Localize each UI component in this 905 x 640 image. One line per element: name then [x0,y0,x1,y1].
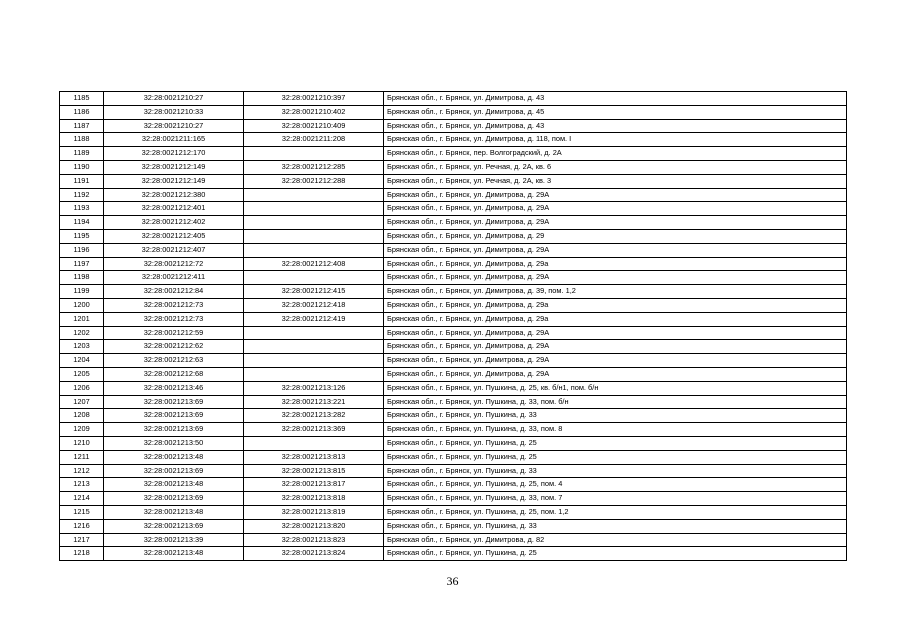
land-cadastral-number-cell: 32:28:0021212:84 [104,285,244,299]
address-cell: Брянская обл., г. Брянск, ул. Речная, д. 2А, кв. 6 [384,160,847,174]
address-cell: Брянская обл., г. Брянск, ул. Пушкина, д. 25, пом. 1,2 [384,505,847,519]
row-number-cell: 1217 [60,533,104,547]
cadastral-table [59,91,847,561]
land-cadastral-number-cell: 32:28:0021212:380 [104,188,244,202]
row-number-cell: 1210 [60,436,104,450]
table-row [60,340,847,354]
address-cell: Брянская обл., г. Брянск, ул. Димитрова, д. 39, пом. 1,2 [384,285,847,299]
object-cadastral-number-cell: 32:28:0021212:408 [244,257,384,271]
land-cadastral-number-cell: 32:28:0021212:63 [104,354,244,368]
row-number-cell: 1212 [60,464,104,478]
table-row [60,450,847,464]
address-cell: Брянская обл., г. Брянск, ул. Пушкина, д. 25, кв. б/н1, пом. б/н [384,381,847,395]
object-cadastral-number-cell: 32:28:0021212:419 [244,312,384,326]
row-number-cell: 1209 [60,423,104,437]
land-cadastral-number-cell: 32:28:0021212:68 [104,367,244,381]
object-cadastral-number-cell: 32:28:0021213:369 [244,423,384,437]
address-cell: Брянская обл., г. Брянск, ул. Димитрова, д. 29 [384,229,847,243]
table-row [60,119,847,133]
row-number-cell: 1192 [60,188,104,202]
address-cell: Брянская обл., г. Брянск, ул. Пушкина, д. 25 [384,547,847,561]
table-row [60,464,847,478]
object-cadastral-number-cell: 32:28:0021213:126 [244,381,384,395]
table-row [60,285,847,299]
address-cell: Брянская обл., г. Брянск, ул. Димитрова, д. 29А [384,326,847,340]
row-number-cell: 1195 [60,229,104,243]
land-cadastral-number-cell: 32:28:0021213:48 [104,505,244,519]
land-cadastral-number-cell: 32:28:0021212:62 [104,340,244,354]
row-number-cell: 1213 [60,478,104,492]
land-cadastral-number-cell: 32:28:0021212:401 [104,202,244,216]
object-cadastral-number-cell: 32:28:0021210:397 [244,92,384,106]
row-number-cell: 1216 [60,519,104,533]
table-row [60,367,847,381]
table-row [60,243,847,257]
table-row [60,188,847,202]
object-cadastral-number-cell [244,354,384,368]
address-cell: Брянская обл., г. Брянск, ул. Димитрова, д. 29а [384,257,847,271]
table-row [60,229,847,243]
row-number-cell: 1188 [60,133,104,147]
address-cell: Брянская обл., г. Брянск, ул. Пушкина, д. 33 [384,409,847,423]
table-row [60,271,847,285]
table-row [60,547,847,561]
row-number-cell: 1203 [60,340,104,354]
address-cell: Брянская обл., г. Брянск, ул. Димитрова, д. 118, пом. I [384,133,847,147]
row-number-cell: 1198 [60,271,104,285]
land-cadastral-number-cell: 32:28:0021213:69 [104,423,244,437]
row-number-cell: 1187 [60,119,104,133]
row-number-cell: 1202 [60,326,104,340]
table-row [60,312,847,326]
object-cadastral-number-cell: 32:28:0021213:813 [244,450,384,464]
table-row [60,92,847,106]
row-number-cell: 1200 [60,298,104,312]
land-cadastral-number-cell: 32:28:0021213:69 [104,395,244,409]
row-number-cell: 1204 [60,354,104,368]
address-cell: Брянская обл., г. Брянск, ул. Пушкина, д. 25 [384,436,847,450]
address-cell: Брянская обл., г. Брянск, ул. Димитрова, д. 29а [384,312,847,326]
address-cell: Брянская обл., г. Брянск, ул. Пушкина, д. 33, пом. 7 [384,492,847,506]
page-number: 36 [446,574,459,588]
address-cell: Брянская обл., г. Брянск, ул. Димитрова, д. 29А [384,367,847,381]
row-number-cell: 1190 [60,160,104,174]
address-cell: Брянская обл., г. Брянск, ул. Пушкина, д. 33, пом. б/н [384,395,847,409]
land-cadastral-number-cell: 32:28:0021213:69 [104,409,244,423]
object-cadastral-number-cell: 32:28:0021213:819 [244,505,384,519]
land-cadastral-number-cell: 32:28:0021212:149 [104,174,244,188]
land-cadastral-number-cell: 32:28:0021212:405 [104,229,244,243]
address-cell: Брянская обл., г. Брянск, ул. Димитрова, д. 29а [384,298,847,312]
object-cadastral-number-cell [244,229,384,243]
object-cadastral-number-cell [244,271,384,285]
land-cadastral-number-cell: 32:28:0021213:48 [104,478,244,492]
object-cadastral-number-cell [244,367,384,381]
table-row [60,174,847,188]
object-cadastral-number-cell: 32:28:0021213:820 [244,519,384,533]
address-cell: Брянская обл., г. Брянск, ул. Димитрова, д. 29А [384,243,847,257]
land-cadastral-number-cell: 32:28:0021211:165 [104,133,244,147]
land-cadastral-number-cell: 32:28:0021213:46 [104,381,244,395]
object-cadastral-number-cell: 32:28:0021212:285 [244,160,384,174]
address-cell: Брянская обл., г. Брянск, ул. Димитрова, д. 29А [384,340,847,354]
land-cadastral-number-cell: 32:28:0021213:69 [104,519,244,533]
land-cadastral-number-cell: 32:28:0021213:69 [104,492,244,506]
table-row [60,492,847,506]
table-row [60,216,847,230]
land-cadastral-number-cell: 32:28:0021210:33 [104,105,244,119]
object-cadastral-number-cell [244,340,384,354]
table-row [60,395,847,409]
address-cell: Брянская обл., г. Брянск, ул. Димитрова, д. 29А [384,354,847,368]
table-row [60,519,847,533]
table-row [60,202,847,216]
row-number-cell: 1205 [60,367,104,381]
address-cell: Брянская обл., г. Брянск, ул. Димитрова, д. 43 [384,119,847,133]
object-cadastral-number-cell: 32:28:0021213:823 [244,533,384,547]
address-cell: Брянская обл., г. Брянск, пер. Волгоградский, д. 2А [384,147,847,161]
address-cell: Брянская обл., г. Брянск, ул. Пушкина, д. 33 [384,464,847,478]
object-cadastral-number-cell: 32:28:0021213:824 [244,547,384,561]
table-row [60,505,847,519]
object-cadastral-number-cell [244,147,384,161]
land-cadastral-number-cell: 32:28:0021212:402 [104,216,244,230]
row-number-cell: 1208 [60,409,104,423]
object-cadastral-number-cell: 32:28:0021212:288 [244,174,384,188]
object-cadastral-number-cell [244,216,384,230]
row-number-cell: 1199 [60,285,104,299]
table-body [60,92,847,561]
row-number-cell: 1196 [60,243,104,257]
land-cadastral-number-cell: 32:28:0021213:39 [104,533,244,547]
address-cell: Брянская обл., г. Брянск, ул. Речная, д. 2А, кв. 3 [384,174,847,188]
row-number-cell: 1193 [60,202,104,216]
land-cadastral-number-cell: 32:28:0021210:27 [104,92,244,106]
object-cadastral-number-cell: 32:28:0021213:815 [244,464,384,478]
address-cell: Брянская обл., г. Брянск, ул. Димитрова, д. 29А [384,202,847,216]
table-row [60,436,847,450]
table-row [60,326,847,340]
object-cadastral-number-cell: 32:28:0021210:402 [244,105,384,119]
table-row [60,257,847,271]
object-cadastral-number-cell [244,202,384,216]
row-number-cell: 1201 [60,312,104,326]
address-cell: Брянская обл., г. Брянск, ул. Димитрова, д. 43 [384,92,847,106]
object-cadastral-number-cell: 32:28:0021213:282 [244,409,384,423]
address-cell: Брянская обл., г. Брянск, ул. Димитрова, д. 45 [384,105,847,119]
table-row [60,533,847,547]
land-cadastral-number-cell: 32:28:0021212:407 [104,243,244,257]
table-row [60,160,847,174]
row-number-cell: 1194 [60,216,104,230]
row-number-cell: 1206 [60,381,104,395]
object-cadastral-number-cell [244,243,384,257]
table-row [60,133,847,147]
land-cadastral-number-cell: 32:28:0021213:50 [104,436,244,450]
address-cell: Брянская обл., г. Брянск, ул. Димитрова, д. 82 [384,533,847,547]
table-row [60,478,847,492]
object-cadastral-number-cell: 32:28:0021211:208 [244,133,384,147]
object-cadastral-number-cell: 32:28:0021213:817 [244,478,384,492]
land-cadastral-number-cell: 32:28:0021212:72 [104,257,244,271]
row-number-cell: 1215 [60,505,104,519]
land-cadastral-number-cell: 32:28:0021212:59 [104,326,244,340]
land-cadastral-number-cell: 32:28:0021212:149 [104,160,244,174]
object-cadastral-number-cell [244,326,384,340]
address-cell: Брянская обл., г. Брянск, ул. Пушкина, д. 25, пом. 4 [384,478,847,492]
table-row [60,147,847,161]
row-number-cell: 1218 [60,547,104,561]
address-cell: Брянская обл., г. Брянск, ул. Димитрова, д. 29А [384,216,847,230]
table-row [60,423,847,437]
land-cadastral-number-cell: 32:28:0021212:411 [104,271,244,285]
table-row [60,381,847,395]
object-cadastral-number-cell: 32:28:0021210:409 [244,119,384,133]
object-cadastral-number-cell: 32:28:0021213:818 [244,492,384,506]
object-cadastral-number-cell: 32:28:0021212:418 [244,298,384,312]
row-number-cell: 1191 [60,174,104,188]
address-cell: Брянская обл., г. Брянск, ул. Пушкина, д. 25 [384,450,847,464]
address-cell: Брянская обл., г. Брянск, ул. Пушкина, д. 33, пом. 8 [384,423,847,437]
row-number-cell: 1214 [60,492,104,506]
table-row [60,409,847,423]
address-cell: Брянская обл., г. Брянск, ул. Димитрова, д. 29А [384,271,847,285]
table-row [60,105,847,119]
land-cadastral-number-cell: 32:28:0021213:48 [104,547,244,561]
object-cadastral-number-cell [244,436,384,450]
land-cadastral-number-cell: 32:28:0021212:73 [104,312,244,326]
object-cadastral-number-cell: 32:28:0021213:221 [244,395,384,409]
land-cadastral-number-cell: 32:28:0021212:170 [104,147,244,161]
row-number-cell: 1189 [60,147,104,161]
row-number-cell: 1185 [60,92,104,106]
address-cell: Брянская обл., г. Брянск, ул. Димитрова, д. 29А [384,188,847,202]
land-cadastral-number-cell: 32:28:0021210:27 [104,119,244,133]
table-row [60,298,847,312]
row-number-cell: 1186 [60,105,104,119]
object-cadastral-number-cell: 32:28:0021212:415 [244,285,384,299]
row-number-cell: 1207 [60,395,104,409]
land-cadastral-number-cell: 32:28:0021213:48 [104,450,244,464]
row-number-cell: 1197 [60,257,104,271]
land-cadastral-number-cell: 32:28:0021212:73 [104,298,244,312]
object-cadastral-number-cell [244,188,384,202]
table-row [60,354,847,368]
land-cadastral-number-cell: 32:28:0021213:69 [104,464,244,478]
address-cell: Брянская обл., г. Брянск, ул. Пушкина, д. 33 [384,519,847,533]
row-number-cell: 1211 [60,450,104,464]
